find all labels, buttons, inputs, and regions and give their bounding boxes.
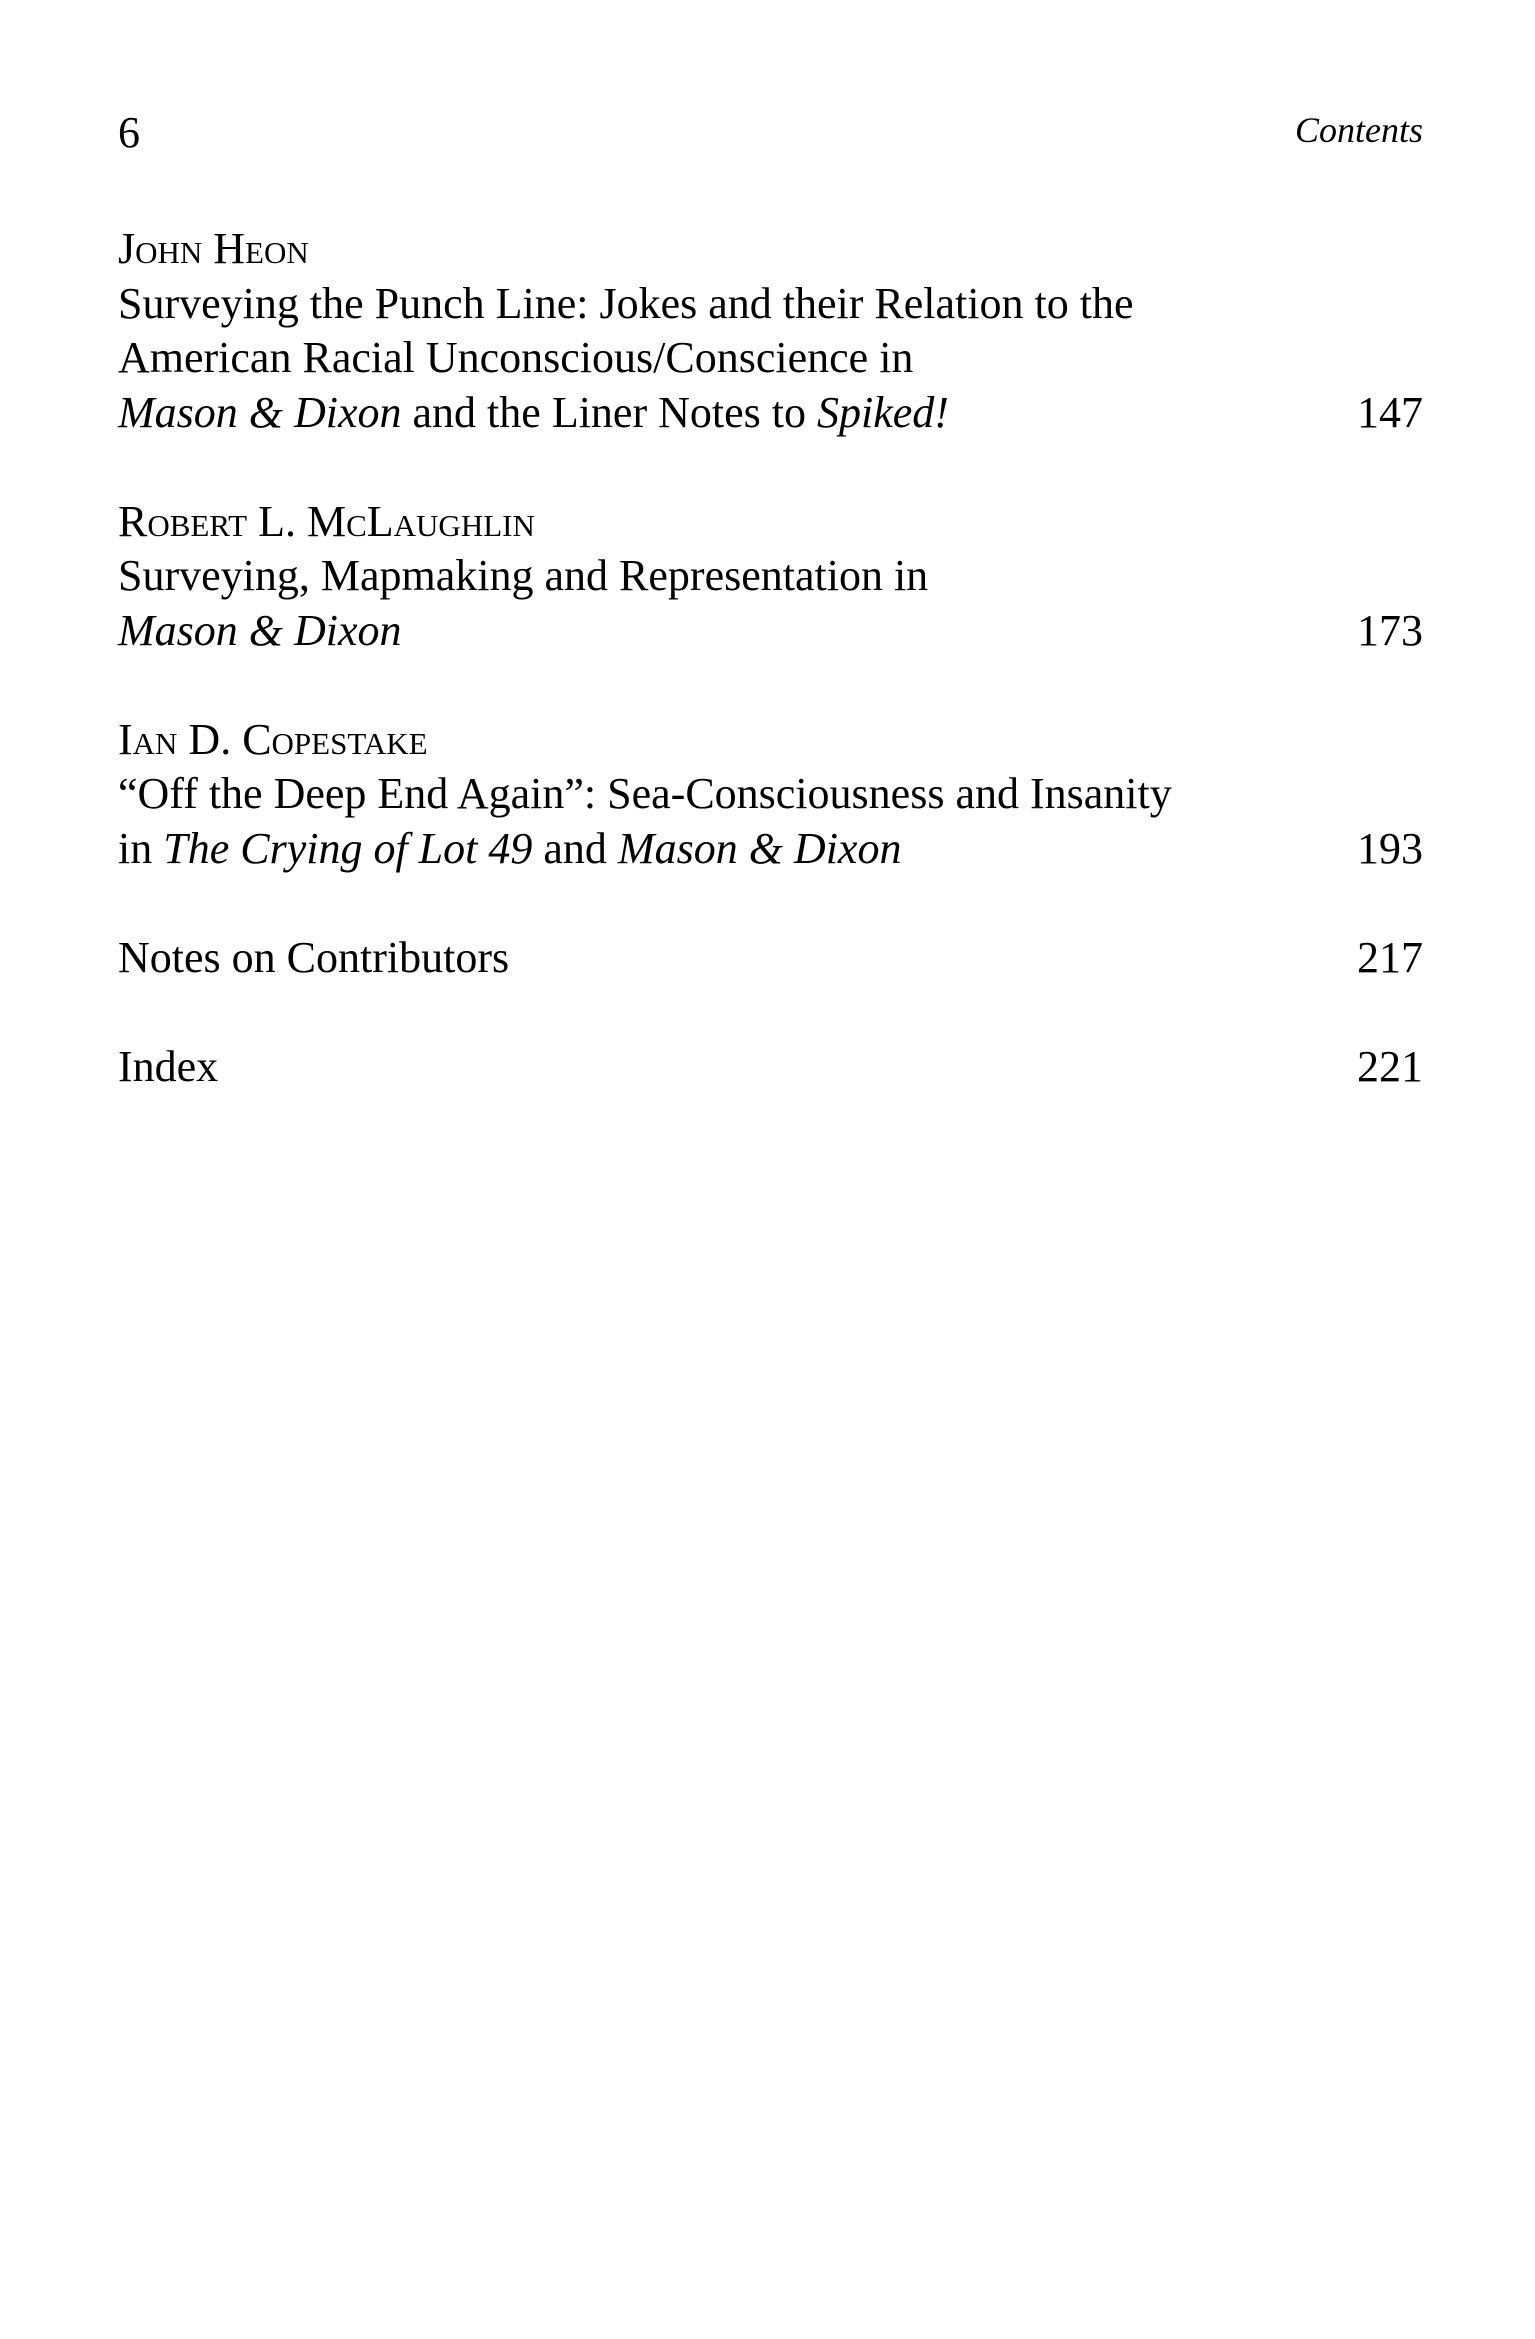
entry-last-line [118,386,1423,441]
toc-entry-copestake [118,713,1423,877]
toc-entry-mclaughlin [118,495,1423,659]
entry-page-number: 147 [1357,387,1423,437]
table-of-contents [118,222,1423,1094]
entry-title-line: “Off the Deep End Again”: Sea-Consciousness and Insanity [118,769,1172,818]
entry-title-italic: Mason & Dixon [617,823,902,873]
entry-title-text: and [532,823,618,873]
entry-title-line [118,822,901,877]
entry-author: Ian D. Copestake [118,714,428,764]
entry-title-line [118,386,949,441]
entry-title-italic: Spiked! [816,387,949,437]
entry-title-text: in [118,823,164,873]
entry-last-line [118,604,1423,659]
toc-entry-notes-on-contributors [118,931,1423,986]
entry-author: John Heon [118,224,309,273]
page-number: 6 [118,108,140,157]
entry-title: Notes on Contributors [118,932,510,982]
entry-title-italic: Mason & Dixon [118,387,402,437]
entry-last-line [118,822,1423,877]
entry-title: Index [118,1041,219,1091]
entry-page-number: 217 [1357,932,1423,982]
entry-page-number: 173 [1357,605,1423,655]
entry-title-italic: The Crying of Lot 49 [163,823,533,873]
running-head: Contents [1294,110,1423,150]
entry-author: Robert L. McLaughlin [118,496,535,546]
entry-title-italic: Mason & Dixon [118,605,402,655]
entry-last-line [118,1040,1423,1095]
entry-title-line: Surveying the Punch Line: Jokes and their Relation to the [118,278,1134,328]
entry-last-line [118,931,1423,986]
toc-entry-index [118,1040,1423,1095]
entry-page-number: 221 [1357,1041,1423,1091]
entry-page-number: 193 [1357,823,1423,873]
entry-title-line: Surveying, Mapmaking and Representation in [118,551,929,600]
toc-entry-heon [118,222,1423,440]
entry-title-text: and the Liner Notes to [401,387,817,437]
entry-title-line: American Racial Unconscious/Conscience in [118,333,914,382]
